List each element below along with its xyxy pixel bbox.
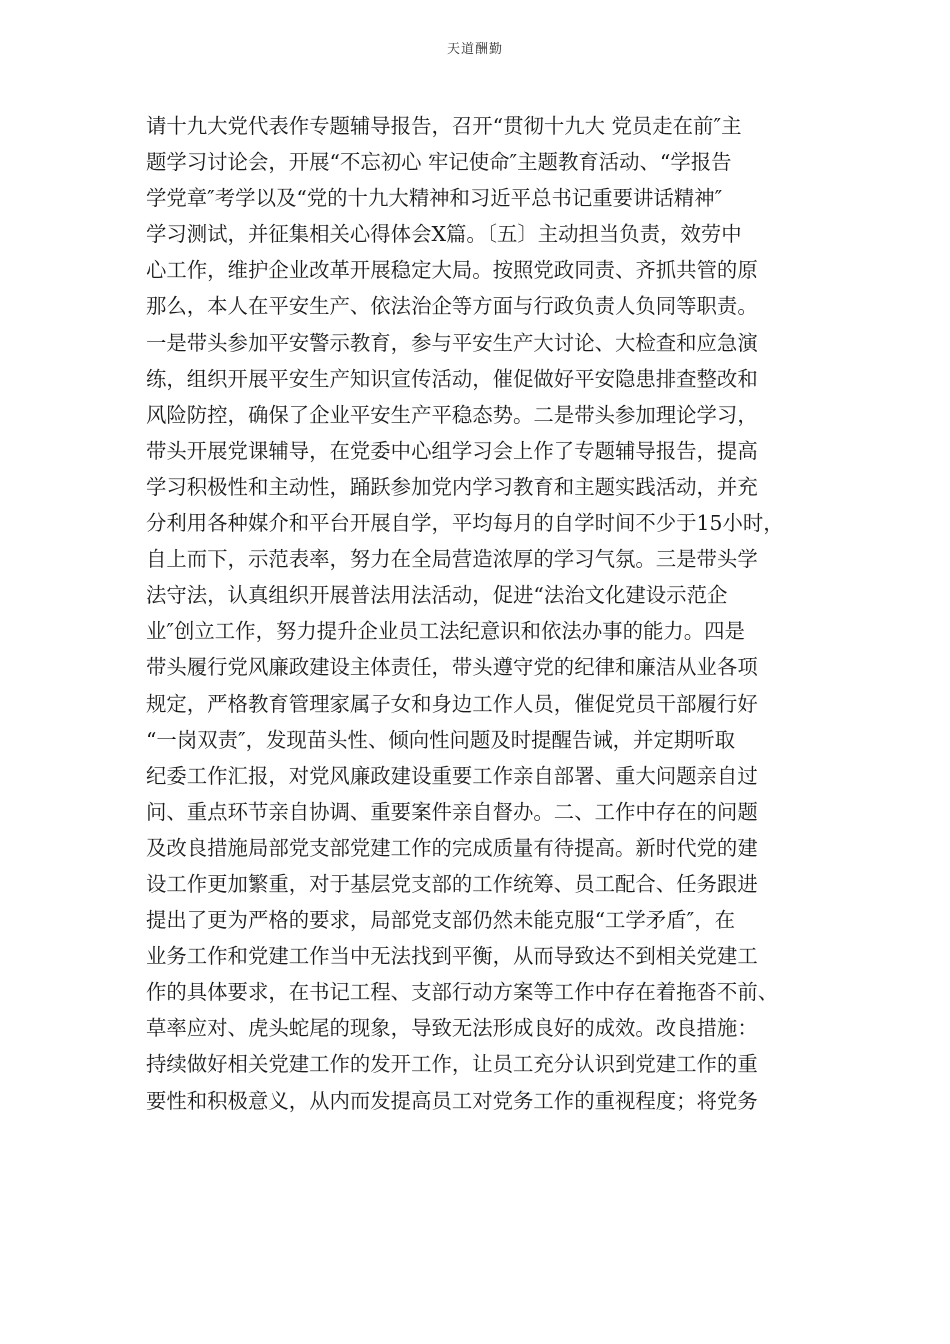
text-line: “一岗双责″，发现苗头性、倾向性问题及时提醒告诫，并定期听取 (146, 727, 735, 752)
text-line: 法守法，认真组织开展普法用法活动，促进“法治文化建设示范企 (146, 583, 728, 608)
page-header: 天道酬勤 (446, 42, 503, 57)
text-line: 风险防控，确保了企业平安生产平稳态势。二是带头参加理论学习， (146, 402, 758, 427)
text-line: 学党章″考学以及“党的十九大精神和习近平总书记重要讲话精神″ (146, 186, 723, 211)
text-line: 练，组织开展平安生产知识宣传活动，催促做好平安隐患排查整改和 (146, 366, 758, 391)
text-line: 题学习讨论会，开展“不忘初心 牢记使命″主题教育活动、“学报告 (146, 150, 732, 175)
text-line: 业″创立工作，努力提升企业员工法纪意识和依法办事的能力。四是 (146, 619, 745, 644)
document-body (146, 108, 818, 1119)
text-line: 学习测试，并征集相关心得体会X篇。〔五〕主动担当负责，效劳中 (146, 222, 742, 247)
text-line: 带头履行党风廉政建设主体责任，带头遵守党的纪律和廉洁从业各项 (146, 655, 758, 680)
text-line: 请十九大党代表作专题辅导报告，召开“贯彻十九大 党员走在前″主 (146, 114, 742, 138)
text-line: 作的具体要求，在书记工程、支部行动方案等工作中存在着拖沓不前、 (146, 980, 779, 1005)
text-line: 草率应对、虎头蛇尾的现象，导致无法形成良好的成效。改良措施： (146, 1016, 758, 1041)
text-line: 自上而下，示范表率，努力在全局营造浓厚的学习气氛。三是带头学 (146, 547, 758, 572)
text-line: 心工作，维护企业改革开展稳定大局。按照党政同责、齐抓共管的原 (146, 258, 758, 283)
text-line: 要性和积极意义，从内而发提高员工对党务工作的重视程度；将党务 (146, 1088, 758, 1113)
text-line: 问、重点环节亲自协调、重要案件亲自督办。二、工作中存在的问题 (146, 799, 758, 824)
text-line: 学习积极性和主动性，踊跃参加党内学习教育和主题实践活动，并充 (146, 474, 758, 499)
text-line: 一是带头参加平安警示教育，参与平安生产大讨论、大检查和应急演 (146, 330, 758, 355)
text-line: 带头开展党课辅导，在党委中心组学习会上作了专题辅导报告，提高 (146, 438, 758, 463)
text-line: 分利用各种媒介和平台开展自学，平均每月的自学时间不少于15小时， (146, 511, 784, 536)
text-line: 那么，本人在平安生产、依法治企等方面与行政负责人负同等职责。 (146, 294, 758, 319)
text-line: 规定，严格教育管理家属子女和身边工作人员，催促党员干部履行好 (146, 691, 758, 716)
text-line: 持续做好相关党建工作的发开工作，让员工充分认识到党建工作的重 (146, 1052, 758, 1077)
text-line: 提出了更为严格的要求，局部党支部仍然未能克服“工学矛盾″，在 (146, 908, 735, 933)
text-line: 及改良措施局部党支部党建工作的完成质量有待提高。新时代党的建 (146, 835, 758, 860)
text-line: 业务工作和党建工作当中无法找到平衡，从而导致达不到相关党建工 (146, 944, 758, 969)
text-line: 纪委工作汇报，对党风廉政建设重要工作亲自部署、重大问题亲自过 (146, 763, 758, 788)
text-line: 设工作更加繁重，对于基层党支部的工作统筹、员工配合、任务跟进 (146, 871, 758, 896)
